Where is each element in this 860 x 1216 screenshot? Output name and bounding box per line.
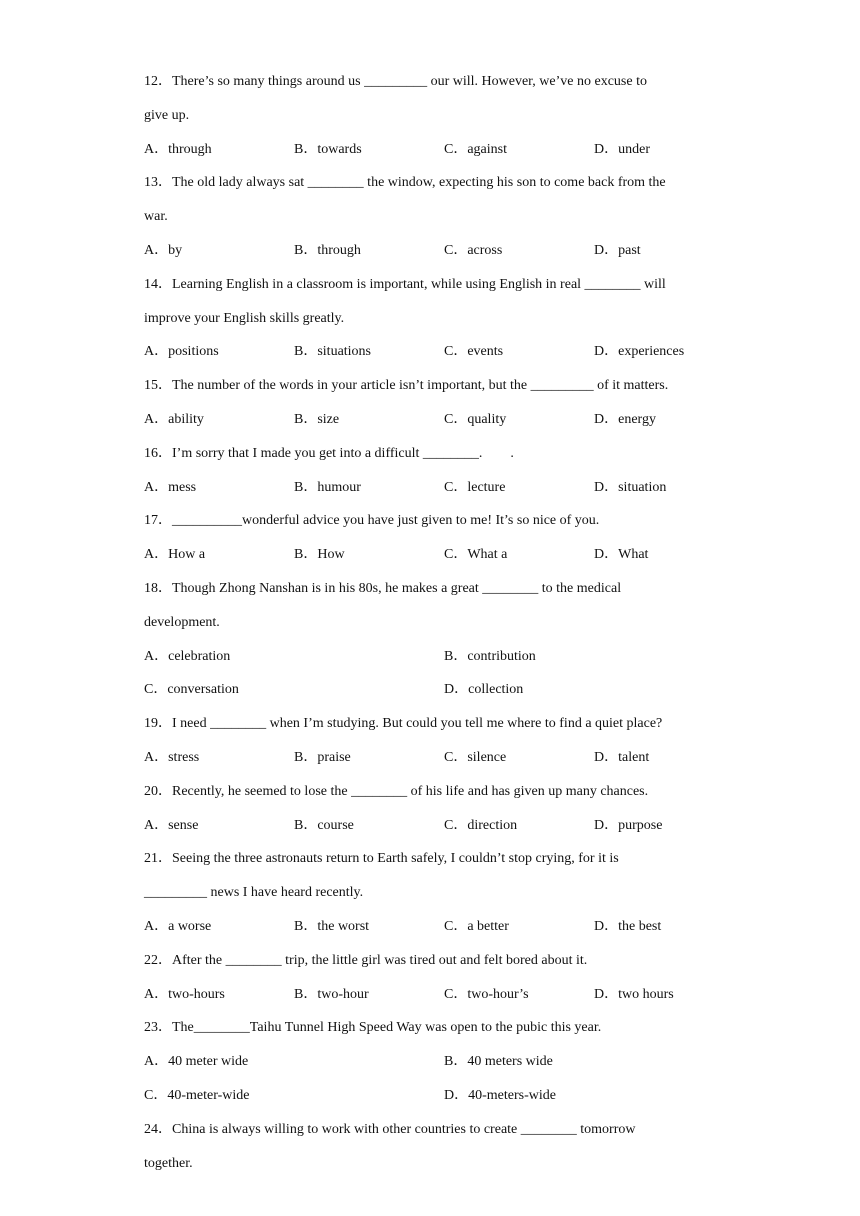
- answer-option[interactable]: C．a better: [444, 919, 509, 934]
- question-text: 23．The________Taihu Tunnel High Speed Way was open to the pubic this year.: [144, 1020, 602, 1035]
- answer-option[interactable]: D．situation: [594, 480, 667, 495]
- answer-option[interactable]: A．sense: [144, 818, 199, 833]
- question-text-continued: together.: [144, 1156, 193, 1171]
- question-text: 24．China is always willing to work with other countries to create ________ tomorrow: [144, 1122, 636, 1137]
- question-text: 13．The old lady always sat ________ the window, expecting his son to come back from the: [144, 175, 666, 190]
- answer-option[interactable]: D．What: [594, 547, 649, 562]
- answer-option[interactable]: A．How a: [144, 547, 206, 562]
- answer-option[interactable]: B．course: [294, 818, 354, 833]
- question-text-continued: improve your English skills greatly.: [144, 311, 345, 326]
- question-text-continued: _________ news I have heard recently.: [144, 885, 364, 900]
- answer-option[interactable]: B．situations: [294, 344, 372, 359]
- answer-option[interactable]: C．40-meter-wide: [144, 1088, 250, 1103]
- question-text: 19．I need ________ when I’m studying. But could you tell me where to find a quiet place?: [144, 716, 663, 731]
- answer-option[interactable]: A．by: [144, 243, 183, 258]
- question-text: 22．After the ________ trip, the little girl was tired out and felt bored about it.: [144, 953, 588, 968]
- question-text: 20．Recently, he seemed to lose the ________ of his life and has given up many chances.: [144, 784, 649, 799]
- answer-option[interactable]: D．the best: [594, 919, 662, 934]
- answer-option[interactable]: B．How: [294, 547, 345, 562]
- answer-option[interactable]: B．praise: [294, 750, 351, 765]
- answer-option[interactable]: D．experiences: [594, 344, 685, 359]
- question-text: 21．Seeing the three astronauts return to Earth safely, I couldn’t stop crying, for it is: [144, 851, 619, 866]
- question-text: 15．The number of the words in your article isn’t important, but the _________ of it matters.: [144, 378, 669, 393]
- answer-option[interactable]: A．ability: [144, 412, 204, 427]
- answer-option[interactable]: C．quality: [444, 412, 507, 427]
- answer-option[interactable]: B．contribution: [444, 649, 536, 664]
- answer-option[interactable]: C．silence: [444, 750, 507, 765]
- answer-option[interactable]: A．stress: [144, 750, 200, 765]
- answer-option[interactable]: A．positions: [144, 344, 219, 359]
- answer-option[interactable]: C．across: [444, 243, 503, 258]
- answer-option[interactable]: D．past: [594, 243, 641, 258]
- answer-option[interactable]: B．two-hour: [294, 987, 369, 1002]
- question-text: 16．I’m sorry that I made you get into a difficult ________. .: [144, 446, 514, 461]
- answer-option[interactable]: D．talent: [594, 750, 650, 765]
- answer-option[interactable]: C．events: [444, 344, 504, 359]
- answer-option[interactable]: A．two-hours: [144, 987, 225, 1002]
- question-text: 17．__________wonderful advice you have just given to me! It’s so nice of you.: [144, 513, 600, 528]
- answer-option[interactable]: D．collection: [444, 682, 524, 697]
- answer-option[interactable]: A．mess: [144, 480, 197, 495]
- answer-option[interactable]: A．40 meter wide: [144, 1054, 249, 1069]
- answer-option[interactable]: C．lecture: [444, 480, 506, 495]
- answer-option[interactable]: B．towards: [294, 142, 362, 157]
- answer-option[interactable]: B．humour: [294, 480, 361, 495]
- answer-option[interactable]: B．40 meters wide: [444, 1054, 553, 1069]
- answer-option[interactable]: A．celebration: [144, 649, 231, 664]
- answer-option[interactable]: C．against: [444, 142, 507, 157]
- answer-option[interactable]: D．purpose: [594, 818, 663, 833]
- answer-option[interactable]: C．What a: [444, 547, 508, 562]
- answer-option[interactable]: B．size: [294, 412, 340, 427]
- question-text-continued: war.: [144, 209, 168, 224]
- answer-option[interactable]: C．direction: [444, 818, 518, 833]
- answer-option[interactable]: B．the worst: [294, 919, 370, 934]
- answer-option[interactable]: D．under: [594, 142, 650, 157]
- question-text-continued: development.: [144, 615, 220, 630]
- answer-option[interactable]: C．conversation: [144, 682, 239, 697]
- question-text: 14．Learning English in a classroom is important, while using English in real ________ will: [144, 277, 666, 292]
- question-text: 12．There’s so many things around us _________ our will. However, we’ve no excuse to: [144, 74, 647, 89]
- answer-option[interactable]: D．40-meters-wide: [444, 1088, 556, 1103]
- answer-option[interactable]: D．energy: [594, 412, 656, 427]
- answer-option[interactable]: D．two hours: [594, 987, 674, 1002]
- question-text: 18．Though Zhong Nanshan is in his 80s, he makes a great ________ to the medical: [144, 581, 622, 596]
- question-text-continued: give up.: [144, 108, 190, 123]
- answer-option[interactable]: A．a worse: [144, 919, 212, 934]
- answer-option[interactable]: B．through: [294, 243, 361, 258]
- answer-option[interactable]: A．through: [144, 142, 212, 157]
- answer-option[interactable]: C．two-hour’s: [444, 987, 529, 1002]
